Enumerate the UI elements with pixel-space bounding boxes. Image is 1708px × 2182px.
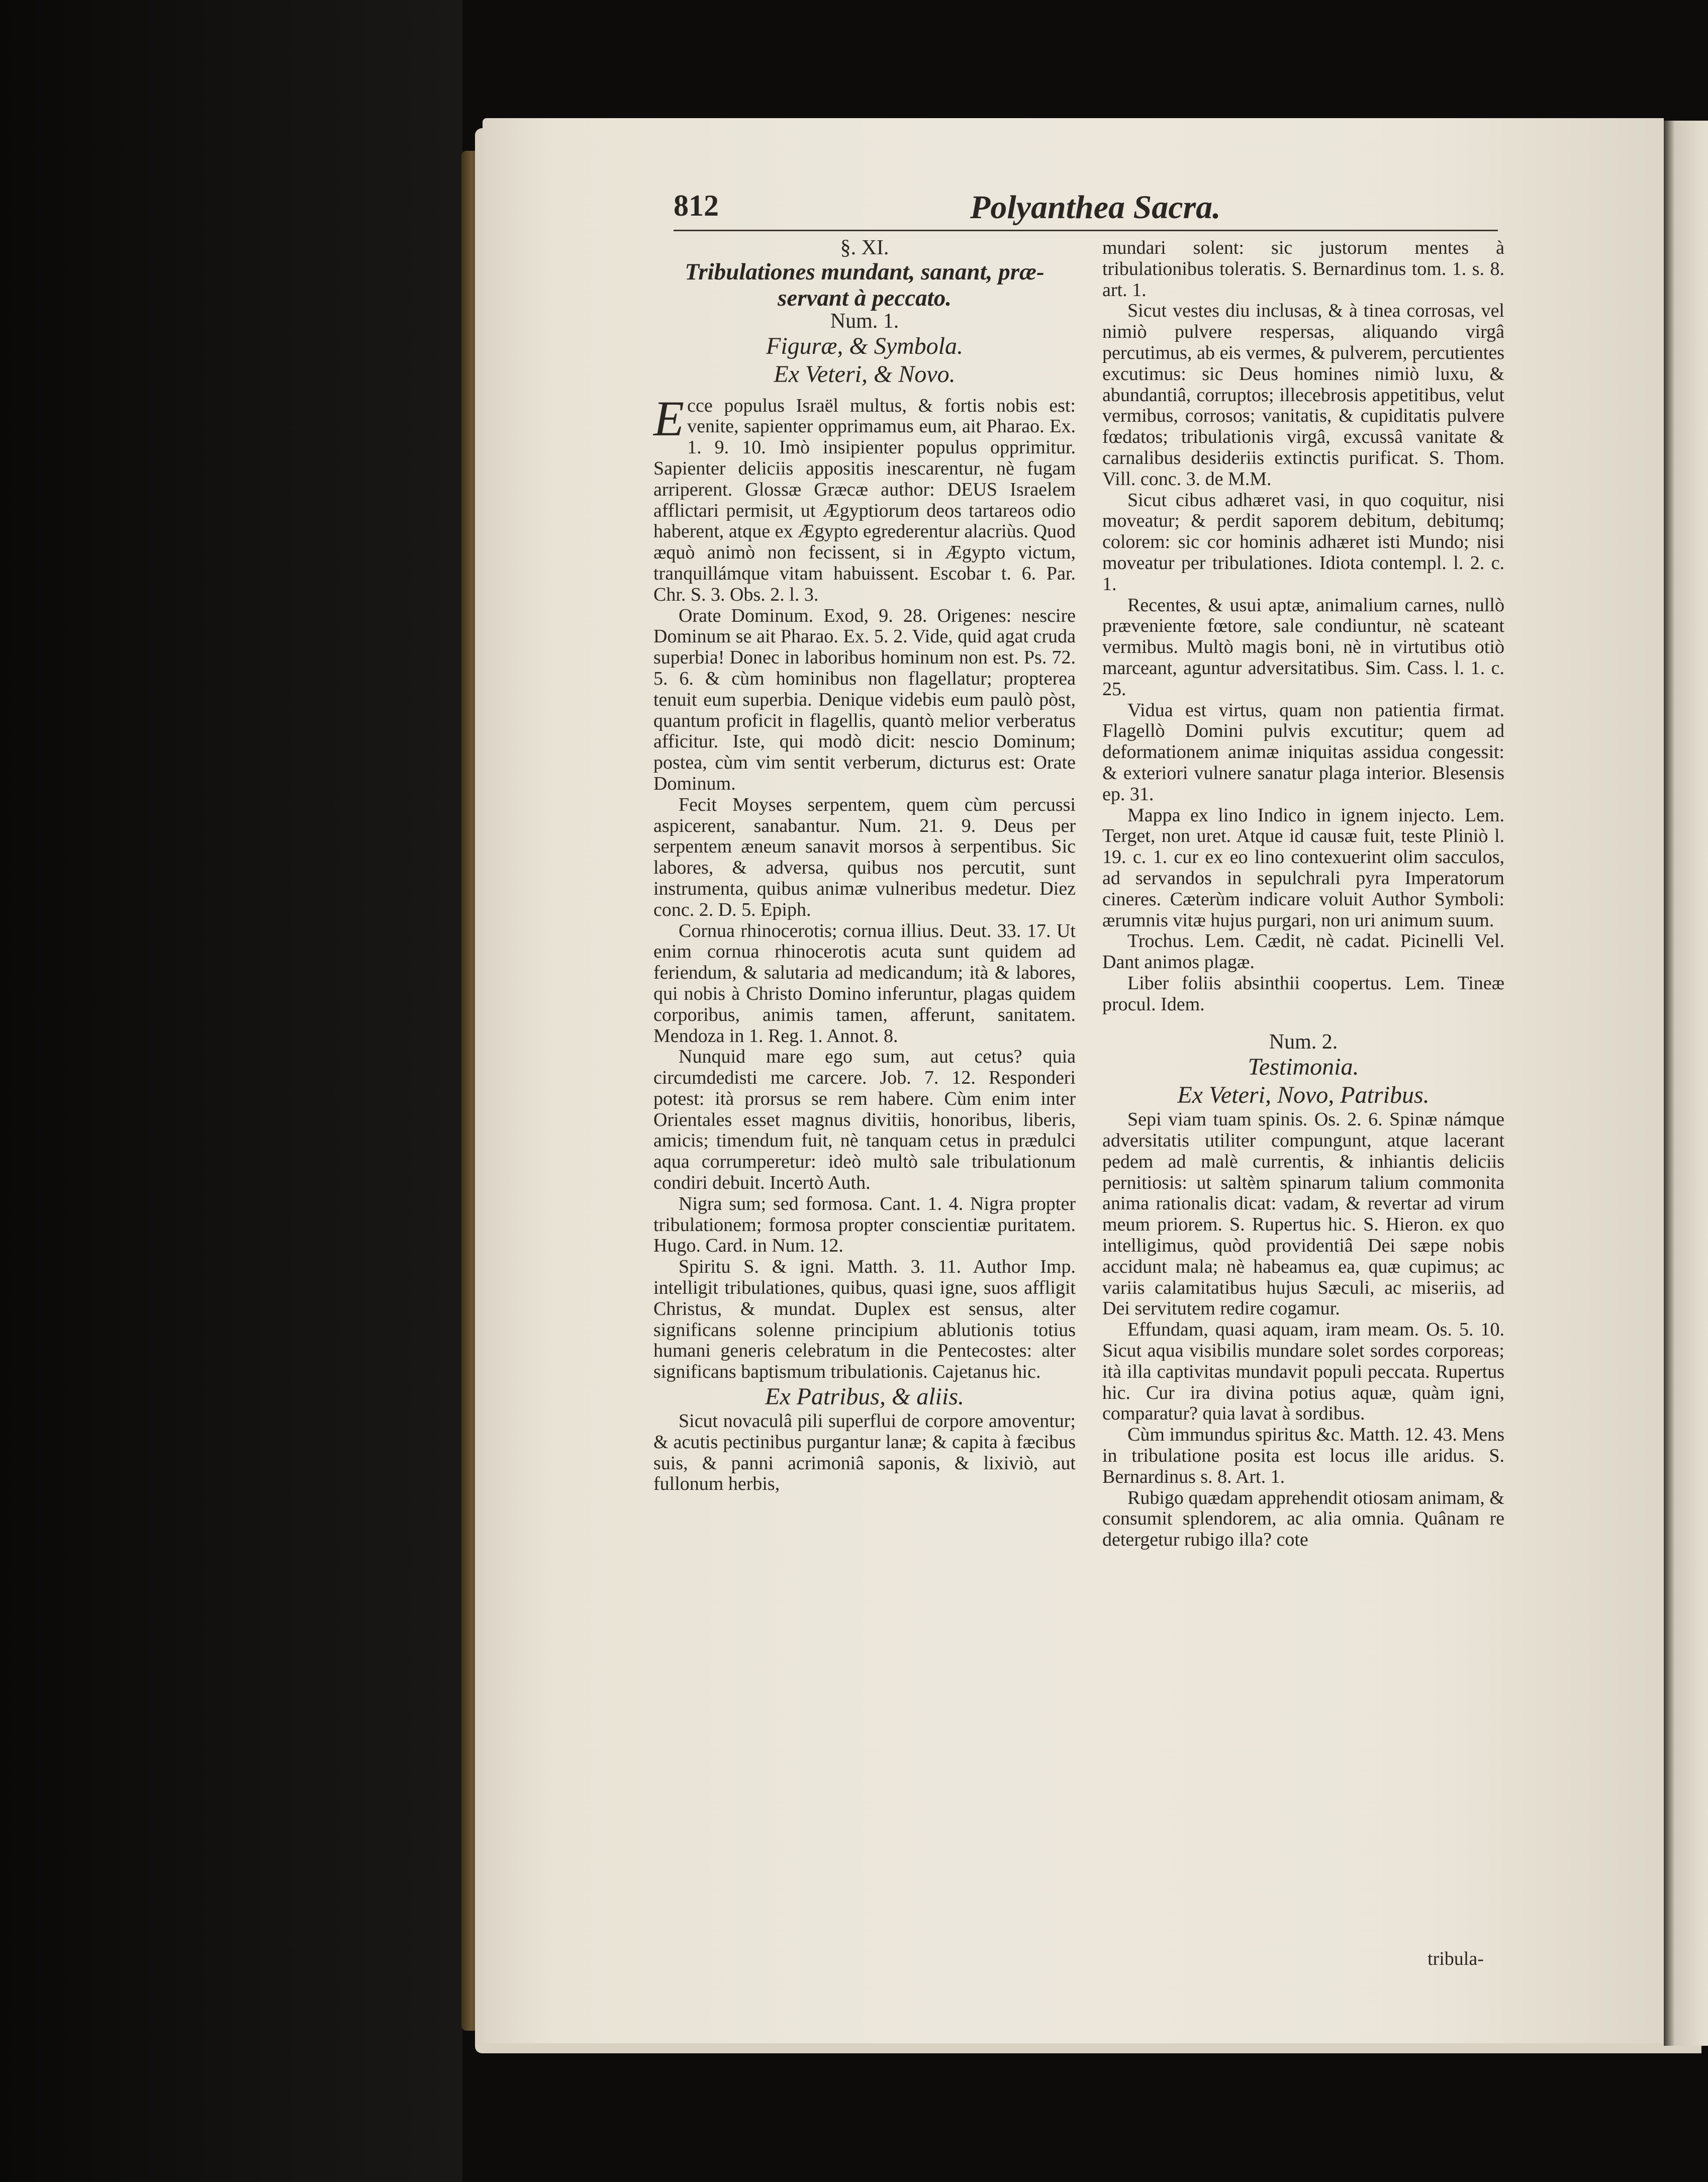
paragraph: Spiritu S. & igni. Matth. 3. 11. Author Imp. intelligit tribulationes, quibus, quasi igne, suos affligit Christus, & mundat. Duplex est sensus, alter significans solenne principium ablutionis totius humani generis celebratum in die Pentecostes: alter significans baptismum tribulationis. Cajetanus hic. xyxy=(653,1256,1076,1383)
paragraph: Nunquid mare ego sum, aut cetus? quia circumdedisti me carcere. Job. 7. 12. Responderi potest: ità prorsus se rem habere. Cùm enim inter Orientales esset magnus divitiis, honoribus, liberis, amicis; timendum fuit, nè tanquam cetus in prædulci aqua corrumperetur: ideò multò sale tribulationum condiri debuit. Incertò Auth. xyxy=(653,1046,1076,1194)
paragraph: Rubigo quædam apprehendit otiosam animam, & consumit splendorem, ac alia omnia. Quânam re detergetur rubigo illa? cote xyxy=(1102,1487,1504,1551)
paragraph: Effundam, quasi aquam, iram meam. Os. 5. 10. Sicut aqua visibilis mundare solet sordes corporeas; ità illa captivitas mundavit populi peccata. Rupertus hic. Cur ira divina potius aquæ, quàm igni, comparatur? quia lavat à sordibus. xyxy=(1102,1319,1504,1425)
running-head: Polyanthea Sacra. xyxy=(970,189,1221,226)
next-page-edge xyxy=(1664,121,1708,2046)
subheading-figurae: Figuræ, & Symbola. xyxy=(766,332,963,359)
page-header xyxy=(674,188,1478,234)
paragraph: Cùm immundus spiritus &c. Matth. 12. 43. Mens in tribulatione posita est locus ille aridus. S. Bernardinus s. 8. Art. 1. xyxy=(1102,1424,1504,1487)
book-page xyxy=(483,118,1664,2043)
subheading-ex-veteri: Ex Veteri, & Novo. xyxy=(774,360,956,388)
num-label-1: Num. 1. xyxy=(830,309,899,333)
subheading-testimonia: Testimonia. xyxy=(1248,1054,1359,1081)
paragraph: mundari solent: sic justorum mentes à tribulationibus toleratis. S. Bernardinus tom. 1. s. 8. art. 1. xyxy=(1102,237,1504,301)
background-left xyxy=(0,0,462,2182)
paragraph: Nigra sum; sed formosa. Cant. 1. 4. Nigra propter tribulationem; formosa propter conscientiæ puritatem. Hugo. Card. in Num. 12. xyxy=(653,1193,1076,1257)
paragraph: Sicut novaculâ pili superflui de corpore amoventur; & acutis pectinibus purgantur lanæ; & capita à fæcibus suis, & panni acrimoniâ saponis, & lixiviò, aut fullonum herbis, xyxy=(653,1410,1076,1495)
drop-cap: E xyxy=(653,390,685,446)
subheading-ex-veteri-novo: Ex Veteri, Novo, Patribus. xyxy=(1177,1082,1430,1109)
catchword: tribula- xyxy=(1428,1948,1484,1969)
right-column xyxy=(1102,238,1504,1551)
paragraph xyxy=(653,390,1076,606)
paragraph: Cornua rhinocerotis; cornua illius. Deut. 33. 17. Ut enim cornua rhinocerotis acuta sunt quidem ad feriendum, & salutaria ad medicandum; ità & labores, qui nobis à Christo Domino inferuntur, plagas quidem corporibus, animis tamen, afferunt, sanitatem. Mendoza in 1. Reg. 1. Annot. 8. xyxy=(653,920,1076,1047)
paragraph: Sicut cibus adhæret vasi, in quo coquitur, nisi moveatur; & perdit saporem debitum, debitumq; colorem: sic cor hominis adhæret isti Mundo; nisi moveatur per tribulationes. Idiota contempl. l. 2. c. 1. xyxy=(1102,489,1504,595)
paragraph: Orate Dominum. Exod, 9. 28. Origenes: nescire Dominum se ait Pharao. Ex. 5. 2. Vide, quid agat cruda superbia! Donec in laboribus hominum non est. Ps. 72. 5. 6. & cùm hominibus non flagellatur; propterea tenuit eum superbia. Denique videbis eum paulò pòst, quantum proficit in flagellis, quantò melior verberatus afficitur. Iste, qui modò dicit: nescio Dominum; postea, cùm vim sentit verberum, dicturus est: Orate Dominum. xyxy=(653,605,1076,794)
paragraph: Sicut vestes diu inclusas, & à tinea corrosas, vel nimiò pulvere respersas, aliquando virgâ percutimus, ab eis vermes, & pulverem, percutientes excutimus: sic Deus homines nimiò luxu, & abundantiâ, corruptos; illecebrosis appetitibus, velut vermibus, corrosos; vanitatis, & cupiditatis pulvere fœdatos; tribulationis virgâ, excussâ vanitate & carnalibus desideriis extinctis purificat. S. Thom. Vill. conc. 3. de M.M. xyxy=(1102,300,1504,490)
left-column xyxy=(653,238,1076,1495)
paragraph: Trochus. Lem. Cædit, nè cadat. Picinelli Vel. Dant animos plagæ. xyxy=(1102,930,1504,973)
paragraph: Liber foliis absinthii coopertus. Lem. Tineæ procul. Idem. xyxy=(1102,972,1504,1015)
page-number: 812 xyxy=(674,189,719,222)
section-title-line1: Tribulationes mundant, sanant, præ- xyxy=(685,258,1045,285)
paragraph: Recentes, & usui aptæ, animalium carnes, nullò præveniente fœtore, sale condiuntur, nè scateant vermibus. Multò magis boni, nè in virtutibus otiò marceant, aguntur adversitatibus. Sim. Cass. l. 1. c. 25. xyxy=(1102,594,1504,700)
header-rule xyxy=(674,230,1498,231)
paragraph: Vidua est virtus, quam non patientia firmat. Flagellò Domini pulvis excutitur; quem ad deformationem animæ iniquitas assidua congessit: & exteriori vulnere sanatur plaga interior. Blesensis ep. 31. xyxy=(1102,699,1504,805)
paragraph-text: cce populus Israël multus, & fortis nobis est: venite, sapienter opprimamus eum, ait Pharao. Ex. 1. 9. 10. Imò insipienter populus opprimitur. Sapienter deliciis appositis inescarentur, nè fugam arriperent. Glossæ Græcæ author: DEUS Israelem afflictari permisit, ut Ægyptiorum deos tartareos odio haberent, atque ex Ægypto egrederentur alacriùs. Quod æquò animò non fecissent, si in Ægypto victum, tranquillámque vitam habuissent. Escobar t. 6. Par. Chr. S. 3. Obs. 2. l. 3. xyxy=(653,395,1076,605)
paragraph: Mappa ex lino Indico in ignem injecto. Lem. Terget, non uret. Atque id causæ fuit, teste Pliniò l. 19. c. 1. cur ex eo lino contexuerint olim sacculos, ad servandos in sepulchrali pyra Imperatorum cineres. Cæterùm indicare voluit Author Symboli: ærumnis vitæ hujus purgari, non uri animum suum. xyxy=(1102,804,1504,931)
paragraph: Sepi viam tuam spinis. Os. 2. 6. Spinæ námque adversitatis utiliter compungunt, atque lacerant pedem ad malè currentis, & inhiantis deliciis pernitiosis: ut saltèm spinarum talium commonita anima rationalis dicat: vadam, & revertar ad virum meum priorem. S. Rupertus hic. S. Hieron. ex quo intelligimus, quòd providentiâ Dei sæpe nobis accidunt mala; nè habeamus ea, quæ cupimus; ac variis calamitatibus hujus Sæculi, ac miseriis, ad Dei servitutem redire cogamur. xyxy=(1102,1109,1504,1319)
num-label-2: Num. 2. xyxy=(1269,1030,1338,1054)
paragraph: Fecit Moyses serpentem, quem cùm percussi aspicerent, sanabantur. Num. 21. 9. Deus per serpentem æneum sanavit morsos à serpentibus. Sic labores, & adversa, quibus nos percutit, sunt instrumenta, quibus animæ vulneribus medetur. Diez conc. 2. D. 5. Epiph. xyxy=(653,794,1076,920)
section-mark: §. XI. xyxy=(840,236,889,259)
subheading-ex-patribus: Ex Patribus, & aliis. xyxy=(765,1383,964,1410)
section-title-line2: servant à peccato. xyxy=(778,284,952,311)
